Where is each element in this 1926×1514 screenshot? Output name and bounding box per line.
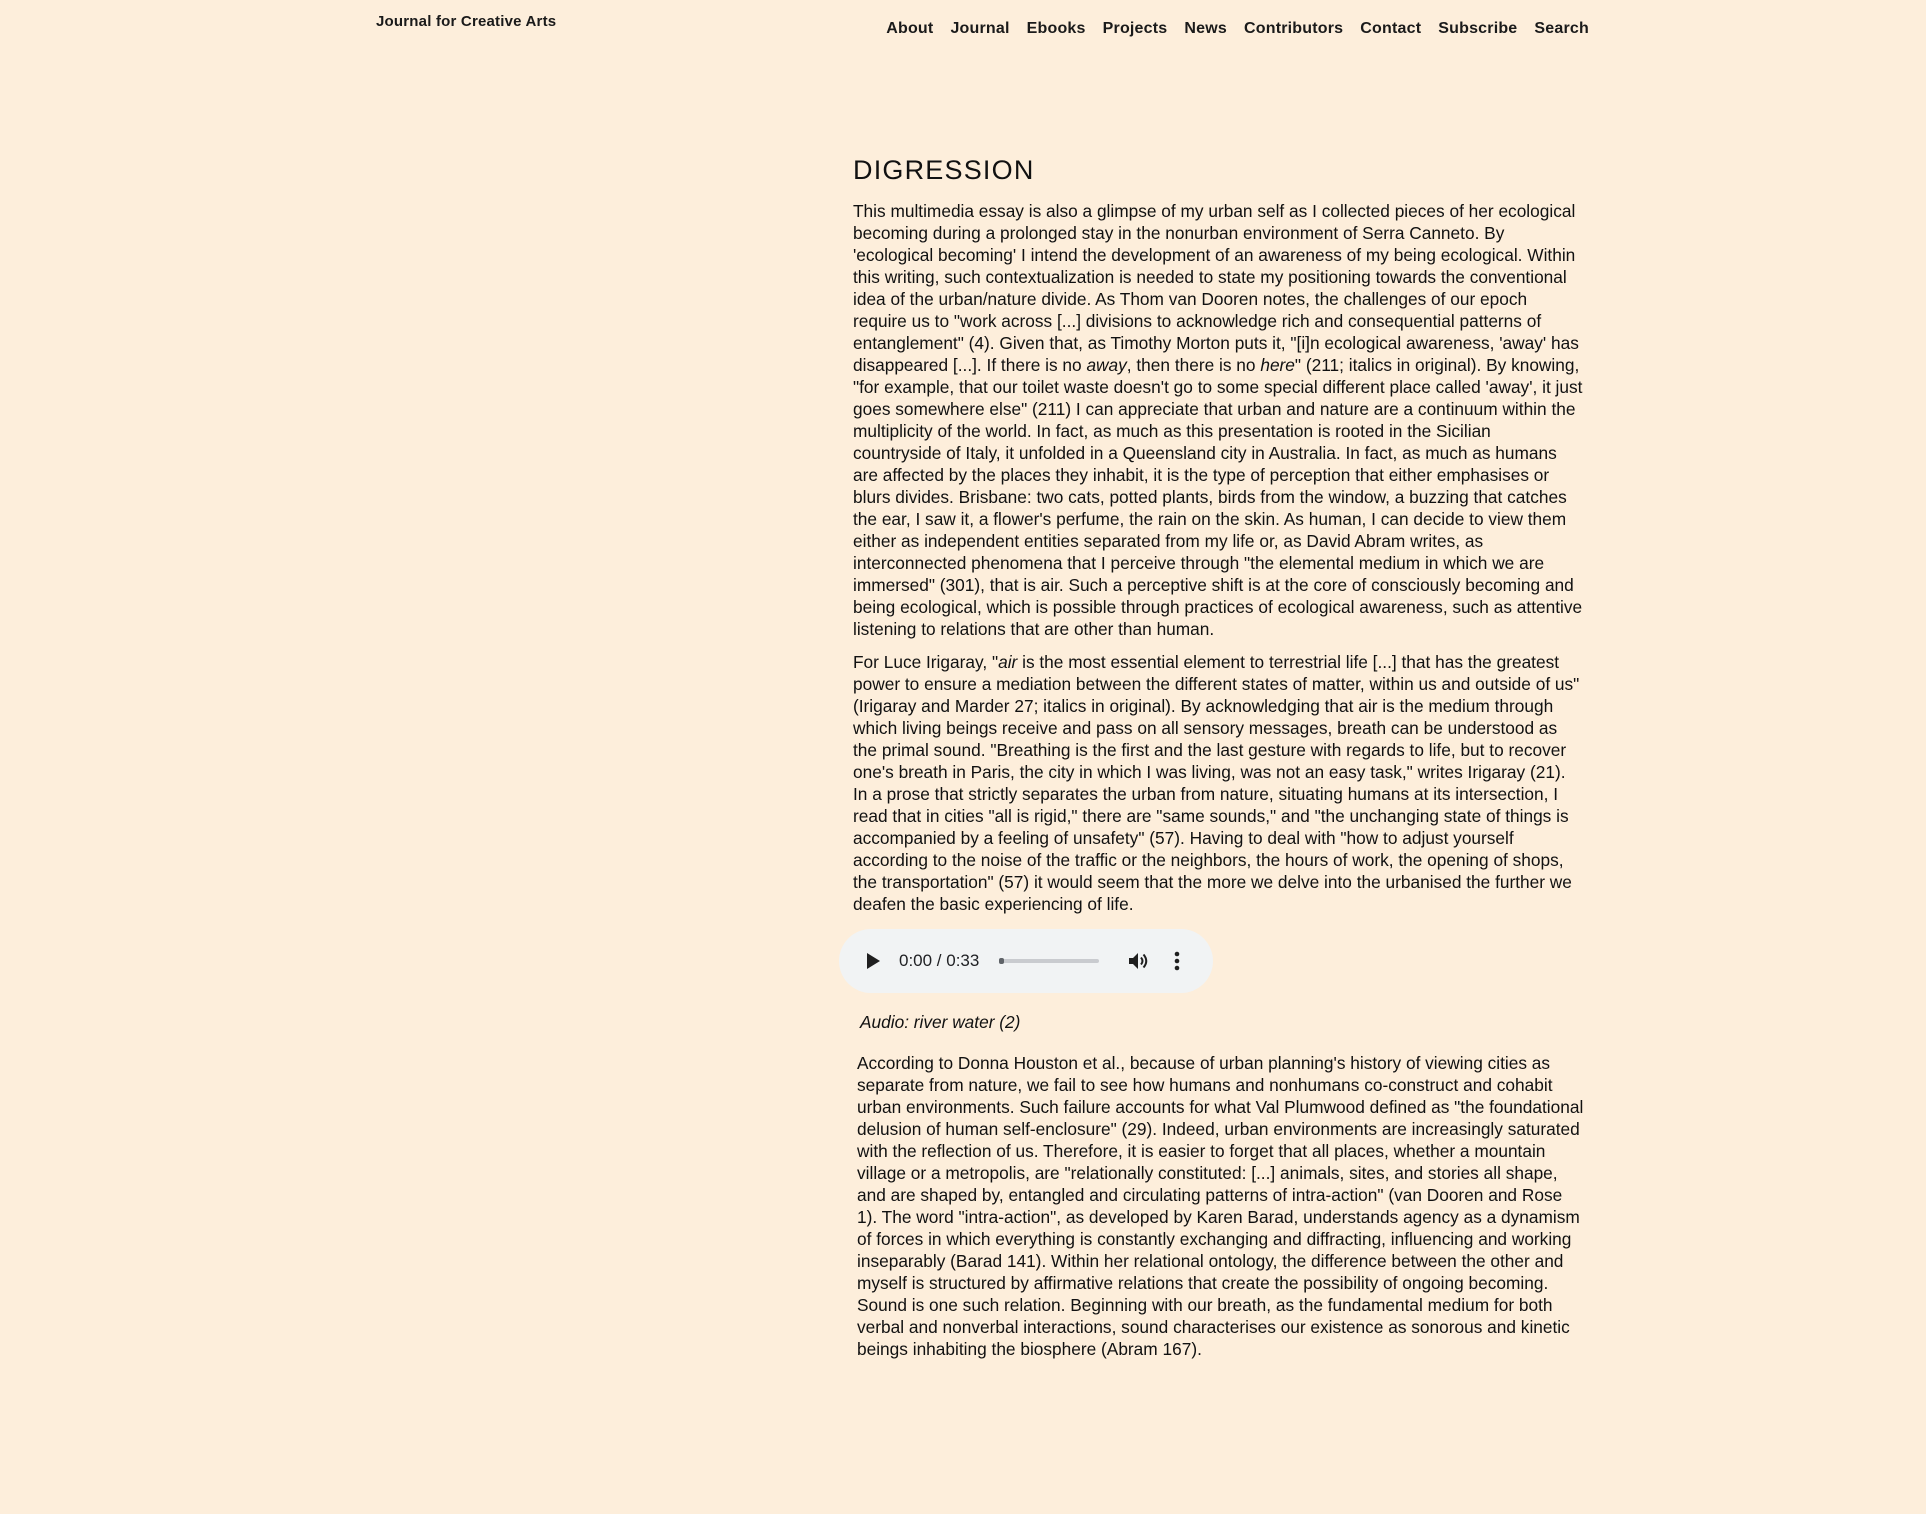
nav-news[interactable]: News bbox=[1184, 20, 1227, 37]
article-heading: DIGRESSION bbox=[853, 155, 1035, 185]
audio-caption: Audio: river water (2) bbox=[860, 1012, 1021, 1032]
play-icon bbox=[866, 953, 880, 969]
paragraph-1-emphasis-away: away bbox=[1086, 355, 1127, 375]
nav-ebooks[interactable]: Ebooks bbox=[1026, 20, 1086, 37]
paragraph-3: According to Donna Houston et al., because of urban planning's history of viewing cities as separate from nature, we fail to see how humans and nonhumans co-construct and cohabit urban environments. Such failure accounts for what Val Plumwood defined as "the foundational delusion of human self-enclosure" (29). Indeed, urban environments are increasingly saturated with the reflection of us. Therefore, it is easier to forget that all places, whether a mountain village or a metropolis, are "relationally constituted: [...] animals, sites, and stories all shape, and are shaped by, entangled and circulating patterns of intra-action" (van Dooren and Rose 1). The word "intra-action", as developed by Karen Barad, understands agency as a dynamism of forces in which everything is constantly exchanging and diffracting, influencing and working inseparably (Barad 141). Within her relational ontology, the difference between the other and myself is structured by affirmative relations that create the possibility of ongoing becoming. Sound is one such relation. Beginning with our breath, as the fundamental medium for both verbal and nonverbal interactions, sound characterises our existence as sonorous and kinetic beings inhabiting the biosphere (Abram 167). bbox=[857, 1053, 1584, 1359]
nav-journal[interactable]: Journal bbox=[950, 20, 1010, 37]
nav-contact[interactable]: Contact bbox=[1360, 20, 1422, 37]
audio-time: 0:00 / 0:33 bbox=[899, 951, 980, 970]
play-button[interactable] bbox=[861, 949, 885, 973]
site-title-link[interactable]: Journal for Creative Arts bbox=[376, 13, 557, 30]
nav-projects[interactable]: Projects bbox=[1102, 20, 1168, 37]
more-options-button[interactable] bbox=[1167, 949, 1187, 973]
volume-button[interactable] bbox=[1127, 949, 1151, 973]
paragraph-2-emphasis-air: air bbox=[998, 652, 1018, 672]
audio-player bbox=[839, 929, 1213, 993]
paragraph-1 bbox=[853, 200, 1583, 640]
paragraph-1-text-a: This multimedia essay is also a glimpse of my urban self as I collected pieces of her ecological becoming during a prolonged stay in the nonurban environment of Serra Canneto. By 'ecological becoming' I intend the development of an awareness of my being ecological. Within this writing, such contextualization is needed to state my positioning towards the conventional idea of the urban/nature divide. As Thom van Dooren notes, the challenges of our epoch require us to "work across [...] divisions to acknowledge rich and consequential patterns of entanglement" (4). Given that, as Timothy Morton puts it, "[i]n ecological awareness, 'away' has disappeared [...]. If there is no bbox=[853, 201, 1579, 375]
volume-icon bbox=[1128, 951, 1150, 971]
paragraph-1-text-c: " (211; italics in original). By knowing, "for example, that our toilet waste doesn't go to some special different place called 'away', it just goes somewhere else" (211) I can appreciate that urban and nature are a continuum within the multiplicity of the world. In fact, as much as this presentation is rooted in the Sicilian countryside of Italy, it unfolded in a Queensland city in Australia. In fact, as much as humans are affected by the places they inhabit, it is the type of perception that either emphasises or blurs divides. Brisbane: two cats, potted plants, birds from the window, a buzzing that catches the ear, I saw it, a flower's perfume, the rain on the skin. As human, I can decide to view them either as independent entities separated from my life or, as David Abram writes, as interconnected phenomena that I perceive through "the elemental medium in which we are immersed" (301), that is air. Such a perceptive shift is at the core of consciously becoming and being ecological, which is possible through practices of ecological awareness, such as attentive listening to relations that are other than human. bbox=[853, 355, 1583, 639]
nav-search[interactable]: Search bbox=[1534, 20, 1589, 37]
nav-subscribe[interactable]: Subscribe bbox=[1438, 20, 1518, 37]
main-nav bbox=[869, 20, 1589, 38]
article bbox=[853, 150, 1583, 1371]
audio-progress-knob[interactable] bbox=[999, 958, 1004, 964]
paragraph-2-text-a: For Luce Irigaray, " bbox=[853, 652, 999, 672]
paragraph-2-text-b: is the most essential element to terrestrial life [...] that has the greatest power to ensure a mediation between the different states of matter, within us and outside of us" (Irigaray and Marder 27; italics in original). By acknowledging that air is the medium through which living beings receive and pass on all sensory messages, breath can be understood as the primal sound. "Breathing is the first and the last gesture with regards to life, but to recover one's breath in Paris, the city in which I was living, was not an easy task," writes Irigaray (21). In a prose that strictly separates the urban from nature, situating humans at its intersection, I read that in cities "all is rigid," there are "same sounds," and "the unchanging state of things is accompanied by a feeling of unsafety" (57). Having to deal with "how to adjust yourself according to the noise of the traffic or the neighbors, the hours of work, the opening of shops, the transportation" (57) it would seem that the more we delve into the urbanised the further we deafen the basic experiencing of life. bbox=[853, 652, 1580, 914]
paragraph-2 bbox=[853, 651, 1583, 915]
paragraph-1-text-b: , then there is no bbox=[1126, 355, 1261, 375]
paragraph-1-emphasis-here: here bbox=[1260, 355, 1295, 375]
more-vertical-icon bbox=[1174, 951, 1180, 971]
nav-about[interactable]: About bbox=[886, 20, 934, 37]
nav-contributors[interactable]: Contributors bbox=[1244, 20, 1344, 37]
audio-progress-slider[interactable] bbox=[999, 959, 1099, 963]
